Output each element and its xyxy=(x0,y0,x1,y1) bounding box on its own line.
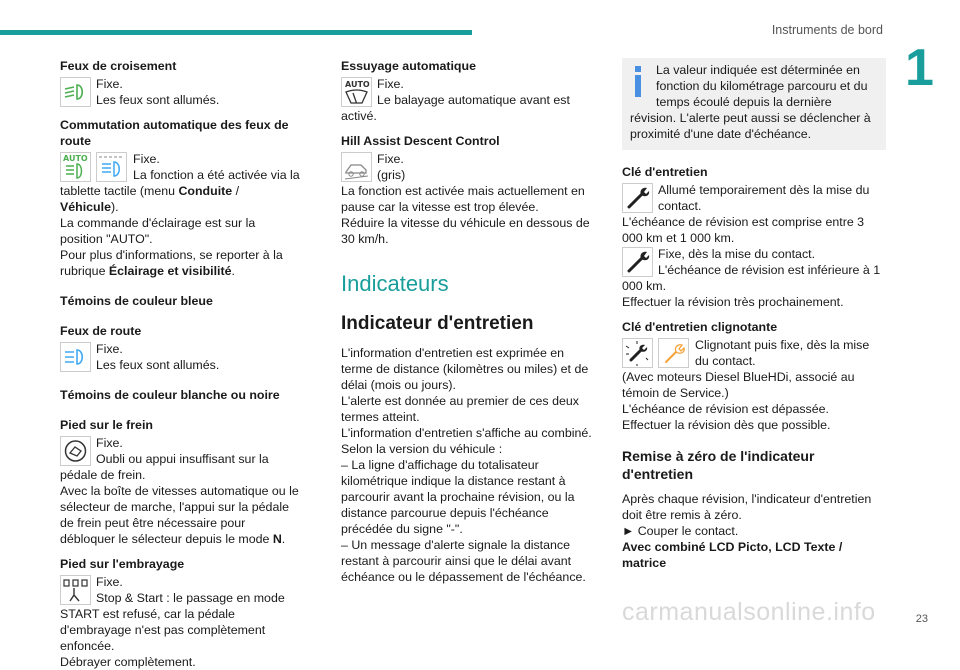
indicator-row: AUTO Fixe. Le balayage automatique avant est activé. xyxy=(341,77,570,123)
column-3: La valeur indiquée est déterminée en fonction du kilométrage parcouru et du temps écoulé depuis la dernière révision. L'alerte peut aussi se déclencher à proximité d'une date d'échéance. Clé d'entretien Allumé temporairement dès la mise du contact. L'échéance de révision est comprise entre 3 000 km et 1 000 km. Fixe, dès la mise du contact. L'échéance de révision est inférieure à 1 000 km. Effectuer la révision très prochainement. Clé d'entretien clignotante Clignotant puis fixe, dès la mise du contact. (Avec moteurs Diesel BlueHDi, associé au témoin de Service.) L'échéance de révision est dépassée. Effectuer la révision dès que possible. Remise à zéro de l'indicateur d'entretien Après chaque révision, l'indicateur d'entretien doit être remis à zéro. ► Couper le contact. Avec combiné LCD Picto, LCD Texte / matrice xyxy=(622,58,886,571)
section-title: Hill Assist Descent Control xyxy=(341,134,500,148)
indicator-row: AUTO Fixe. La fonction a été activée via la tablette tactile (menu Conduite / Véhicule). xyxy=(60,152,300,214)
info-icon xyxy=(630,64,646,98)
chapter-number: 1 xyxy=(905,39,934,97)
indicator-row: Fixe. Les feux sont allumés. xyxy=(60,341,300,373)
section-title: Pied sur l'embrayage xyxy=(60,557,185,571)
column-1: Feux de croisement Fixe. Les feux sont allumés. Commutation automatique des feux de route AUTO Fixe. La fonction a été activée via la tablette tactile (menu Conduite / Véhicule). La commande d'éclairage est sur la position "AUTO". Pour plus d'informations, se reporter à la rubrique Éclairage et visibilité. Témoins de couleur bleue Feux de route Fixe. Les feux sont allumés. Témoins de couleur blanche ou noire Pied sur le frein Fixe. Oubli ou appui insuffisant sur la pédale de frein. Avec la boîte de vitesses automatique ou le sélecteur de marche, l'appui sur la pédale de frein peut être nécessaire pour débloquer le sélecteur depuis le mode N. Pied sur l'embrayage Fixe. Stop & Start : le passage en mode START est refusé, car la pédale d'embrayage n'est pas complètement enfoncée. Débrayer complètement. xyxy=(60,59,300,669)
indicator-row: Fixe. (gris) xyxy=(341,151,599,183)
section-title: Témoins de couleur bleue xyxy=(60,294,213,308)
clutch-pedal-icon xyxy=(60,575,91,605)
page-number: 23 xyxy=(915,613,928,625)
wrench-blink-icon xyxy=(622,338,690,368)
svg-text:AUTO: AUTO xyxy=(345,80,370,89)
indicator-row: Fixe. Stop & Start : le passage en mode START est refusé, car la pédale d'embrayage n'est pas complètement enfoncée. xyxy=(60,575,285,653)
low-beam-icon xyxy=(60,77,91,107)
header-bar xyxy=(0,30,472,35)
wrench-icon xyxy=(622,183,653,213)
auto-high-beam-icon xyxy=(60,152,128,182)
high-beam-icon xyxy=(60,342,91,372)
indicator-row: Allumé temporairement dès la mise du contact. xyxy=(622,182,886,214)
page-header-title: Instruments de bord xyxy=(771,23,883,37)
indicator-row: Fixe, dès la mise du contact. L'échéance de révision est inférieure à 1 000 km. xyxy=(622,247,881,293)
section-heading: Indicateur d'entretien xyxy=(341,313,534,334)
indicator-row: Fixe. Les feux sont allumés. xyxy=(60,76,300,108)
info-box: La valeur indiquée est déterminée en fonction du kilométrage parcouru et du temps écoulé depuis la dernière révision. L'alerte peut aussi se déclencher à proximité d'une date d'échéance. xyxy=(622,58,886,150)
section-title: Témoins de couleur blanche ou noire xyxy=(60,388,280,402)
section-title: Feux de route xyxy=(60,324,142,338)
section-title: Commutation automatique des feux de route xyxy=(60,118,289,148)
section-title: Feux de croisement xyxy=(60,59,177,73)
section-title: Essuyage automatique xyxy=(341,59,476,73)
section-title: Clé d'entretien xyxy=(622,165,708,179)
hill-descent-icon xyxy=(341,152,372,182)
section-title: Clé d'entretien clignotante xyxy=(622,320,778,334)
chapter-section-title: Indicateurs xyxy=(341,271,449,296)
indicator-row: Fixe. Oubli ou appui insuffisant sur la pédale de frein. xyxy=(60,436,269,482)
section-title: Pied sur le frein xyxy=(60,418,153,432)
brake-pedal-icon xyxy=(60,436,91,466)
wrench-icon xyxy=(622,247,653,277)
column-2: Essuyage automatique AUTO Fixe. Le balayage automatique avant est activé. Hill Assist Descent Control Fixe. (gris) La fonction est activée mais actuellement en pause car la vitesse est trop élevée. Réduire la vitesse du véhicule en dessous de 30 km/h. Indicateurs Indicateur d'entretien L'information d'entretien est exprimée en terme de distance (kilomètres ou miles) et de délai (mois ou jours). L'alerte est donnée au premier de ces deux termes atteint. L'information d'entretien s'affiche au combiné. Selon la version du véhicule : – La ligne d'affichage du totalisateur kilométrique indique la distance restant à parcourir avant la prochaine révision, ou la distance parcourue depuis l'échéance précédée du signe "-". – Un message d'alerte signale la distance restant à parcourir ainsi que le délai avant échéance ou le dépassement de l'échéance. xyxy=(341,58,599,585)
svg-text:AUTO: AUTO xyxy=(63,154,88,163)
watermark: carmanualsonline.info xyxy=(622,598,876,626)
section-heading: Remise à zéro de l'indicateur d'entretien xyxy=(622,448,815,482)
auto-wiper-icon xyxy=(341,77,372,107)
indicator-row: Clignotant puis fixe, dès la mise du contact. xyxy=(622,337,886,369)
